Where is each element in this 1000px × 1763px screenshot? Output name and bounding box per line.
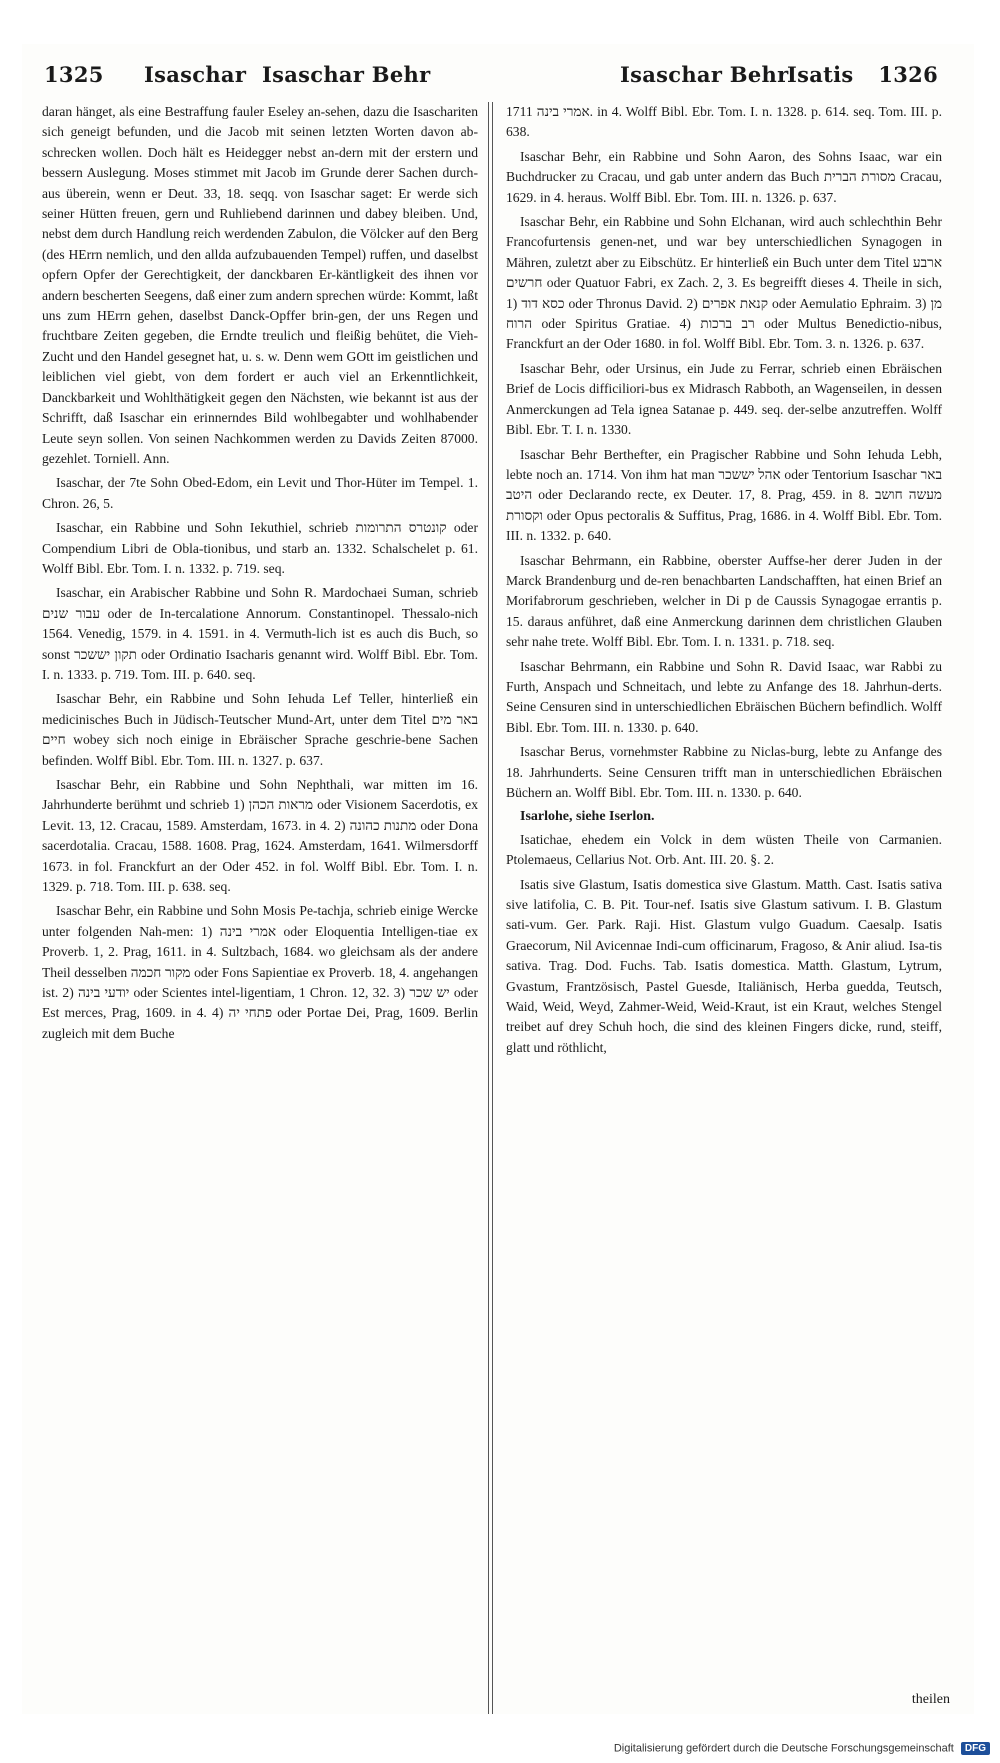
page-header	[32, 62, 964, 96]
paragraph: Isaschar, ein Rabbine und Sohn Iekuthiel, schrieb קונטרס התרומות oder Compendium Libri de Obla-tionibus, und starb an. 1332. Schalschelet p. 61. Wolff Bibl. Ebr. Tom. I. n. 1332. p. 719. seq.	[42, 520, 478, 576]
dfg-logo: DFG	[961, 1742, 990, 1755]
paragraph: Isaschar Behr Berthefter, ein Pragischer Rabbine und Sohn Iehuda Lebh, lebte noch an. 1714. Von ihm hat man אהל יששכר oder Tentorium Isaschar באר היטב oder Declarando recte, ex Deuter. 17, 8. Prag, 459. in 8. מעשה חושב וקסורת oder Opus pectoralis & Suffitus, Prag, 1686. in 4. Wolff Bibl. Ebr. Tom. III. n. 1332. p. 640.	[506, 446, 943, 544]
paragraph: Isaschar Behrmann, ein Rabbine und Sohn R. David Isaac, war Rabbi zu Furth, Anspach und Schneitach, und lebte zu Anfange des 18. Jahrhun-derts. Seine Censuren sind in unterschiedlichen Ebräischen Büchern befindlich. Wolff Bibl. Ebr. Tom. III. n. 1330. p. 640.	[506, 658, 942, 735]
paragraph: Isaschar Behr, ein Rabbine und Sohn Nephthali, war mitten im 16. Jahrhunderte berühmt und schrieb 1) מראות הכהן oder Visionem Sacerdotis, ex Levit. 13, 12. Cracau, 1589. Amsterdam, 1673. in 4. 2) מתנות כהונה oder Dona sacerdotalia. Cracau, 1588. 1608. Prag, 1624. Amsterdam, 1641. Wilmersdorff 1673. in fol. Franckfurt an der Oder 452. in fol. Wolff Bibl. Ebr. Tom. I. n. 1329. p. 718. Tom. III. p. 638. seq.	[42, 777, 479, 895]
book-page	[22, 44, 974, 1714]
paragraph: Isaschar, ein Arabischer Rabbine und Sohn R. Mardochaei Suman, schrieb עבור שנים oder de In-tercalatione Annorum. Constantinopel. Thessalo-nich 1564. Venedig, 1579. in 4. 1591. in 4. Vermuth-lich ist es auch dis Buch, so sonst תקון יששכר oder Ordinatio Isacharis genannt wird. Wolff Bibl. Ebr. Tom. I. n. 1333. p. 719. Tom. III. p. 640. seq.	[42, 585, 479, 682]
column-divider	[488, 102, 493, 1714]
paragraph: daran hänget, als eine Bestraffung fauler Eseley an-sehen, dazu die Isaschariten sich geneigt befunden, und die Jacob mit seinen letzten Worten davon ab-schrecken wollen. Doch hält es Heidegger nebst an-dern mit der erstern und bessern Auslegung. Moses stimmet mit Jacob im Grunde derer Sachen durch-aus überein, wenn er Deut. 33, 18. seqq. von Isaschar saget: Er werde sich seiner Hütten freuen, gern und Ruhliebend darinnen und dabey bleiben. Und, nebst dem durch Handlung reich werdenden Zabulon, die Völcker auf den Berg (des HErrn nemlich, und den allda aufzubauenden Tempel) ruffen, und daselbst opfern Opfer der Gerechtigkeit, der danckbaren Er-käntligkeit des ihnen vor andern bescherten Seegens, daß einer zum andern sprechen würde: Kommt, laßt uns zum HErrn gehen, daselbst Danck-Opffer brin-gen, der uns Regen und fruchtbare Zeiten gegeben, die Erndte treulich und fleißig behütet, die Vieh-Zucht und den Handel gesegnet hat, u. s. w. Denn wem GOtt im geistlichen und leiblichen viel giebt, von dem fordert er auch viel an Erkenntlichkeit, Danckbarkeit und Wohlthätigkeit gegen den Nächsten, wie bekannt ist aus der Schrifft, daß Isaschar ein erinnerndes Bild wohlbegabter und wohlhabender Leute seyn sollen. Von seinen Nachkommen werden zu Davids Zeiten 87000. gezehlet. Torniell. Ann.	[42, 104, 478, 466]
page-number-left: 1325	[44, 62, 104, 87]
right-column	[506, 102, 942, 1062]
paragraph: Isatichae, ehedem ein Volck in dem wüsten Theile von Carmanien. Ptolemaeus, Cellarius Not. Orb. Ant. III. 20. §. 2.	[506, 831, 942, 868]
paragraph: Isatis sive Glastum, Isatis domestica sive Glastum. Matth. Cast. Isatis sativa sive latifolia, C. B. Pit. Tour-nef. Isatis sive Glastum sativum. I. B. Glastum sati-vum. Ger. Park. Raji. Hist. Glastum vulgo Guadum. Caesalp. Isatis Graecorum, Nil Avicennae Indi-cum officinarum, Fragoso, & Anir aliud. Isa-tis sativa. Trag. Dod. Fuchs. Tab. Isatis domestica. Matth. Glastum, Lytrum, Gvastum, Frantzösisch, Pastel Guesde, Italiänisch, Herba guedda, Teutsch, Waid, Weid, Weyd, Zahmer-Weid, Weid-Kraut, ist ein Kraut, welches Stengel treibet auf drey Schuh hoch, die sind des kleinen Fingers dicke, rund, steiff, glatt und röthlicht,	[506, 876, 942, 1055]
catchword: theilen	[911, 1692, 950, 1707]
left-column	[42, 102, 478, 1048]
running-head-right-1: Isaschar Behr	[620, 62, 789, 87]
paragraph: Isaschar Behr, oder Ursinus, ein Jude zu Ferrar, schrieb einen Ebräischen Brief de Locis difficiliori-bus ex Midrasch Rabboth, an Wagenseilen, in dessen Anmerckungen ad Tela ignea Satanae p. 449. seq. der-selbe anzutreffen. Wolff Bibl. Ebr. T. I. n. 1330.	[506, 360, 942, 438]
running-head-left-2: Isaschar Behr	[262, 62, 431, 87]
paragraph: Isaschar Behr, ein Rabbine und Sohn Aaron, des Sohns Isaac, war ein Buchdrucker zu Cracau, und gab unter andern das Buch מסורת הברית Cracau, 1629. in 4. heraus. Wolff Bibl. Ebr. Tom. III. n. 1326. p. 637.	[506, 148, 942, 205]
paragraph: אמרי בינה 1711. in 4. Wolff Bibl. Ebr. Tom. I. n. 1328. p. 614. seq. Tom. III. p. 638.	[506, 104, 942, 140]
paragraph: Isaschar Berus, vornehmster Rabbine zu Niclas-burg, lebte zu Anfange des 18. Jahrhunderts. Seine Censuren trifft man in unterschiedlichen Ebräischen Büchern an. Wolff Bibl. Ebr. Tom. III. n. 1330. p. 640.	[506, 744, 942, 800]
paragraph: Isaschar Behrmann, ein Rabbine, oberster Auffse-her derer Juden in der Marck Brandenburg und de-ren benachbarten Landschafften, hat einen Brief an Morifabrorum geschrieben, welcher in Di p de Caussis Synagogae errantis p. 15. daraus anführet, daß eine Anmerckung darinnen dem christlichen Glauben sehr nahe trete. Wolff Bibl. Ebr. Tom. I. n. 1331. p. 718. seq.	[506, 552, 942, 650]
paragraph: Isaschar Behr, ein Rabbine und Sohn Iehuda Lef Teller, hinterließ ein medicinisches Buch in Jüdisch-Teutscher Mund-Art, unter dem Titel באר מים חיים wobey sich noch einige in Ebräischer Sprache geschrie-bene Sachen befinden. Wolff Bibl. Ebr. Tom. III. n. 1327. p. 637.	[42, 691, 478, 768]
cross-reference-heading: Isarlohe, siehe Iserlon.	[520, 809, 655, 825]
running-head-left-1: Isaschar	[144, 62, 247, 87]
footer-text: Digitalisierung gefördert durch die Deutsche Forschungsgemeinschaft	[613, 1742, 954, 1755]
digitization-footer	[614, 1742, 990, 1755]
paragraph: Isaschar, der 7te Sohn Obed-Edom, ein Levit und Thor-Hüter im Tempel. 1. Chron. 26, 5.	[42, 475, 478, 511]
page-number-right: 1326	[878, 62, 938, 87]
running-head-right-2: Isatis	[787, 62, 854, 87]
paragraph: Isaschar Behr, ein Rabbine und Sohn Elchanan, wird auch schlechthin Behr Francofurtensis genen-net, und war bey unterschiedlichen Synagogen in Mähren, zuletzt aber zu Eibschütz. Er hinterließ ein Buch unter dem Titel ארבע חרשים oder Quatuor Fabri, ex Zach. 2, 3. Es begreifft dieses 4. Theile in sich, 1) כסא דוד oder Thronus David. 2) קנאת אפרים oder Aemulatio Ephraim. 3) מן הרוח oder Spiritus Gratiae. 4) רב ברכות oder Multus Benedictio-nibus, Franckfurt an der Oder 1680. in fol. Wolff Bibl. Ebr. Tom. 3. n. 1326. p. 637.	[506, 214, 943, 352]
paragraph: Isaschar Behr, ein Rabbine und Sohn Mosis Pe-tachja, schrieb einige Wercke unter folgenden Nah-men: 1) אמרי בינה oder Eloquentia Intelligen-tiae ex Proverb. 1, 2. Prag, 1611. in 4. Sultzbach, 1684. wo gleichsam als der andere Theil desselben מקור חכמה oder Fons Sapientiae ex Proverb. 18, 4. angehangen ist. 2) יודעי בינה oder Scientes intel-ligentiam, 1 Chron. 12, 32. 3) יש שכר oder Est merces, Prag, 1609. in 4. 4) פתחי יה oder Portae Dei, Prag, 1609. Berlin zugleich mit dem Buche	[42, 903, 479, 1041]
